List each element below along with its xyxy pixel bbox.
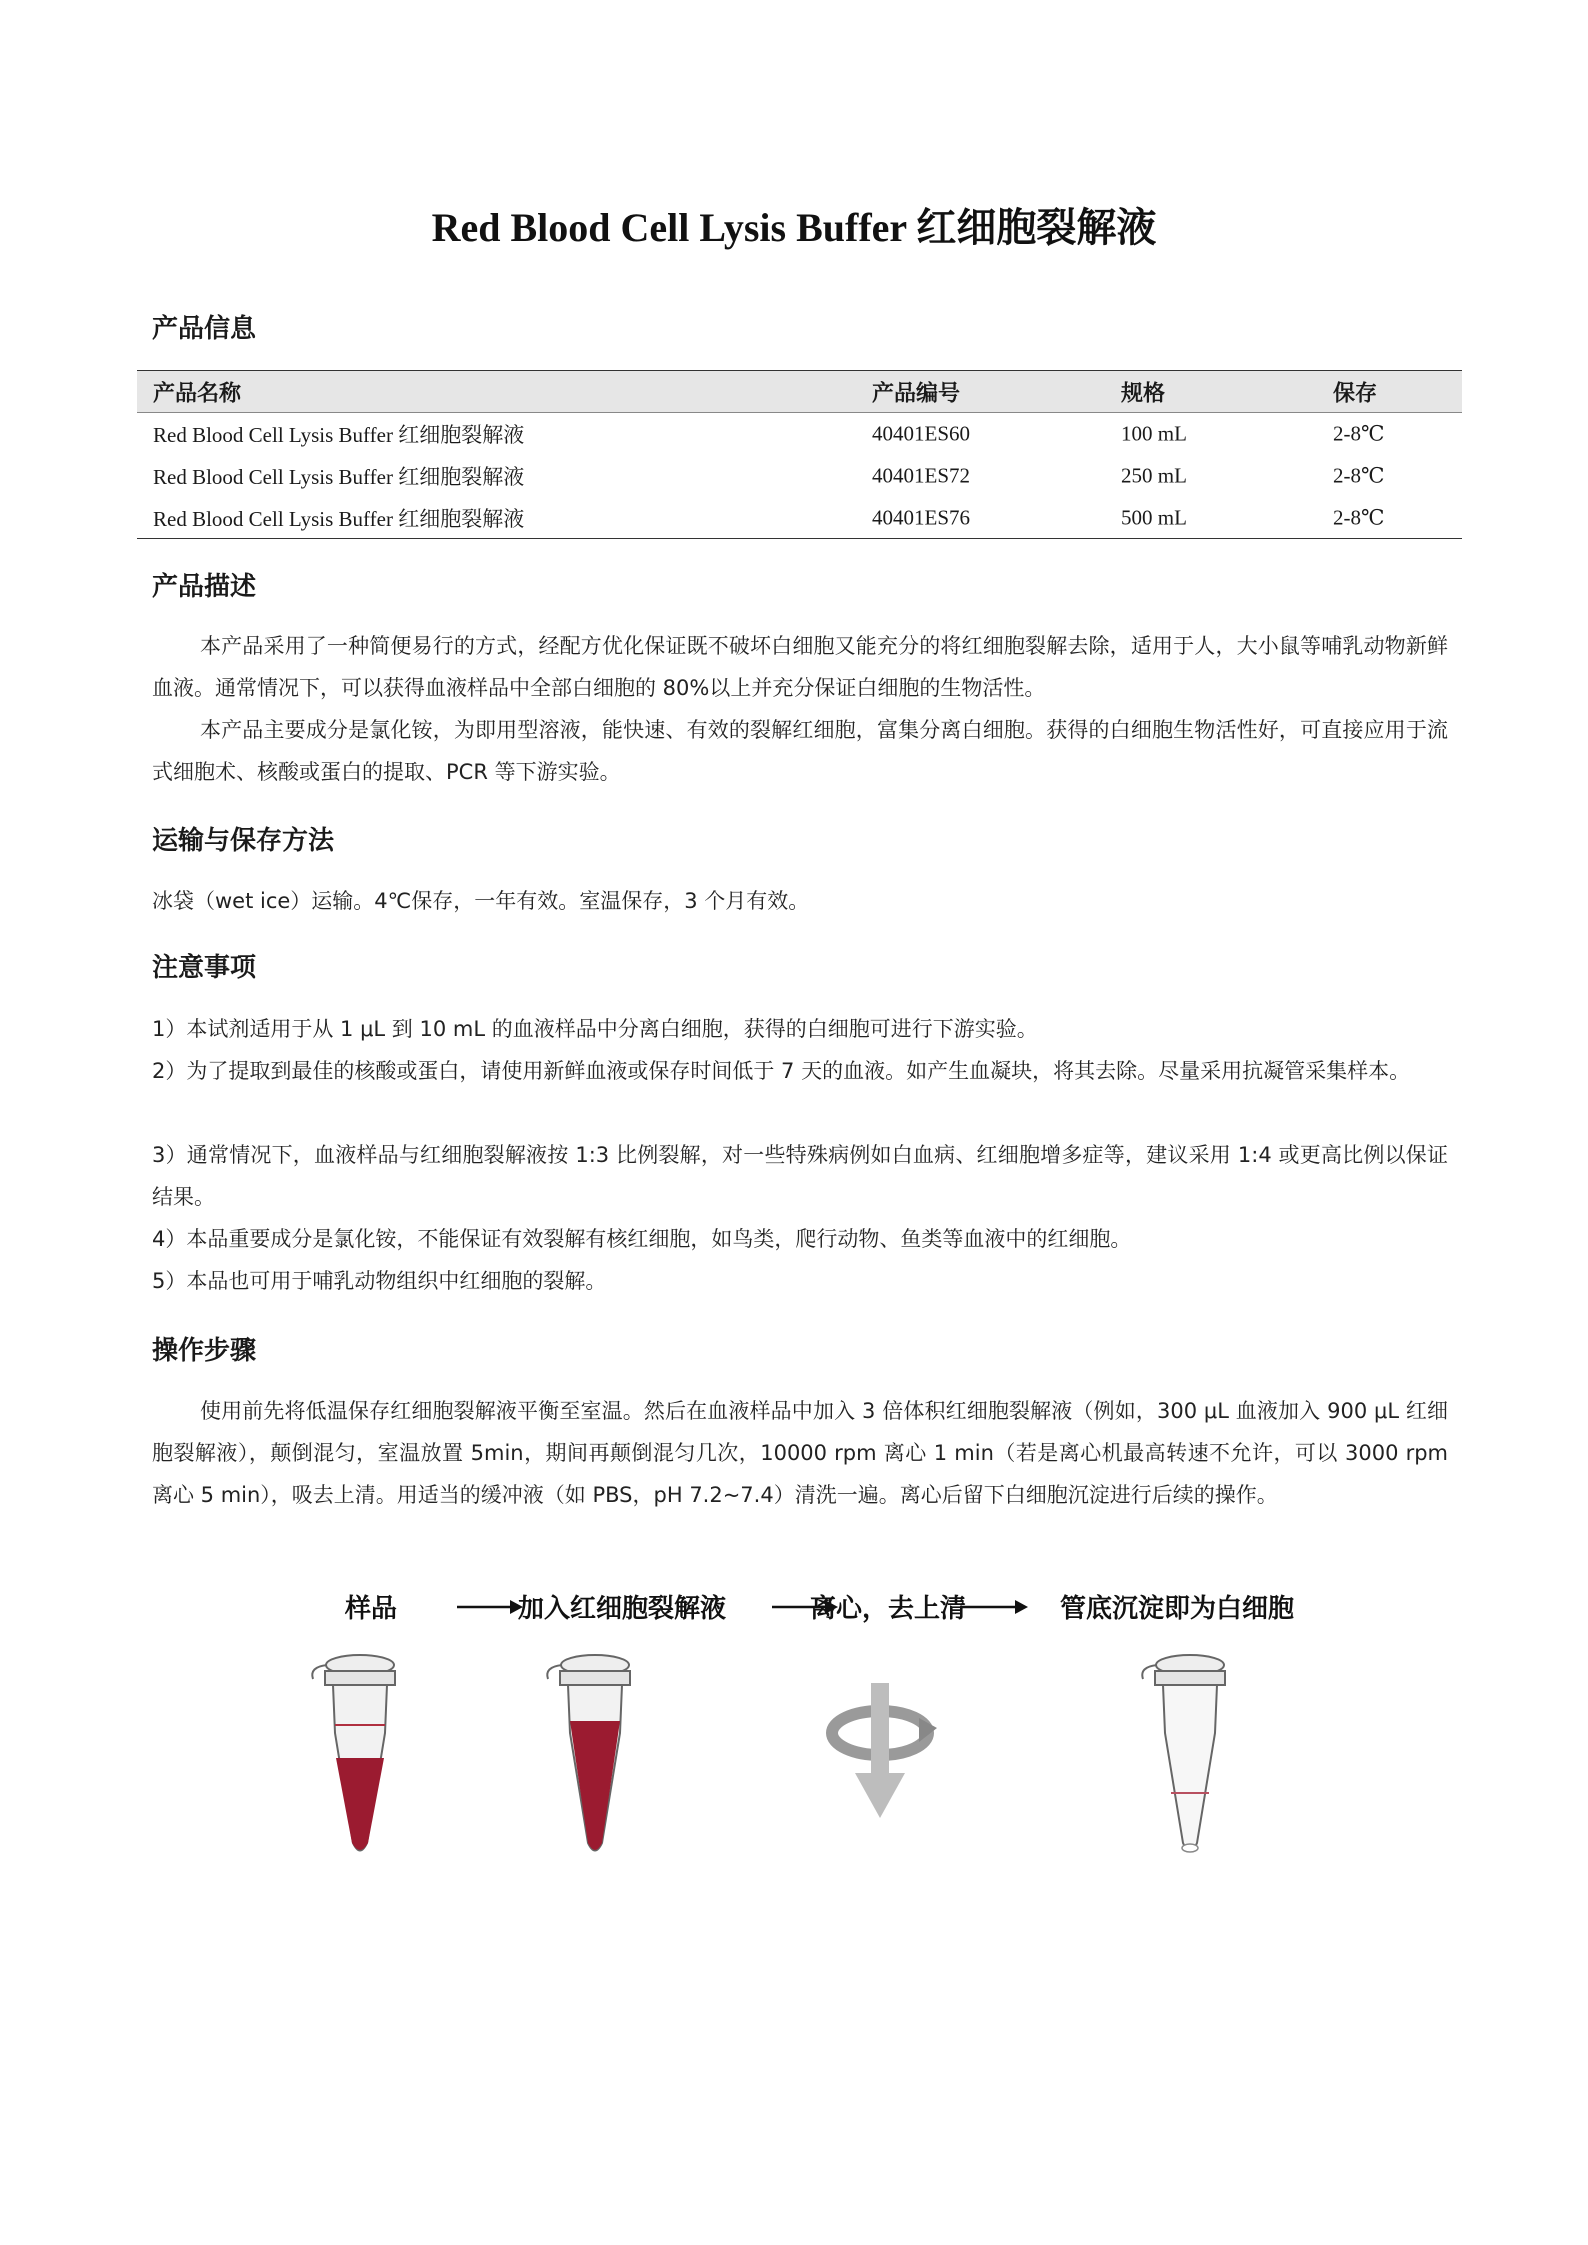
table-cell: 2-8℃ <box>1333 463 1385 488</box>
page-title: Red Blood Cell Lysis Buffer 红细胞裂解液 <box>431 205 1157 250</box>
procedure-paragraph: 使用前先将低温保存红细胞裂解液平衡至室温。然后在血液样品中加入 3 倍体积红细胞裂解液（例如，300 μL 血液加入 900 μL 红细胞裂解液），颠倒混匀，室温放置 5min，期间再颠倒混匀几次，10000 rpm 离心 1 min（若是离心机最高转速不允许，可以 3000 rpm 离心 5 min），吸去上清。用适当的缓冲液（如 PBS，pH 7.2~7.4）清洗一遍。离心后留下白细胞沉淀进行后续的操作。 <box>152 1399 1448 1507</box>
section-heading-procedure: 操作步骤 <box>152 1336 257 1366</box>
table-row <box>137 413 1462 455</box>
table-row <box>137 497 1462 539</box>
storage-text: 冰袋（wet ice）运输。4℃保存，一年有效。室温保存，3 个月有效。 <box>152 889 810 913</box>
table-header-cell: 规格 <box>1121 381 1166 406</box>
figure-step-label: 加入红细胞裂解液 <box>518 1594 727 1624</box>
pellet-tube-icon <box>1135 1643 1245 1868</box>
figure-step-label: 样品 <box>345 1594 398 1624</box>
section-heading-product-info: 产品信息 <box>152 314 257 344</box>
centrifuge-rotate-icon <box>815 1678 945 1828</box>
table-cell: 100 mL <box>1121 421 1187 446</box>
product-table <box>137 370 1462 539</box>
table-cell: 40401ES72 <box>872 463 971 488</box>
table-header-row <box>137 370 1462 413</box>
table-cell: 40401ES76 <box>872 505 971 529</box>
figure-step-label: 离心，去上清 <box>810 1594 967 1624</box>
table-cell: 250 mL <box>1121 463 1187 488</box>
table-cell: 40401ES60 <box>872 421 971 446</box>
description-paragraph-2: 本产品主要成分是氯化铵，为即用型溶液，能快速、有效的裂解红细胞，富集分离白细胞。获得的白细胞生物活性好，可直接应用于流式细胞术、核酸或蛋白的提取、PCR 等下游实验。 <box>152 718 1448 784</box>
note-item: 2）为了提取到最佳的核酸或蛋白，请使用新鲜血液或保存时间低于 7 天的血液。如产生血凝块，将其去除。尽量采用抗凝管采集样本。 <box>152 1059 1411 1083</box>
right-arrow-icon <box>960 1592 1030 1622</box>
lysis-tube-icon <box>540 1643 650 1868</box>
section-heading-description: 产品描述 <box>152 572 257 602</box>
table-header-cell: 产品编号 <box>872 381 961 406</box>
description-paragraph-1: 本产品采用了一种简便易行的方式，经配方优化保证既不破坏白细胞又能充分的将红细胞裂解去除，适用于人，大小鼠等哺乳动物新鲜血液。通常情况下，可以获得血液样品中全部白细胞的 80%以上并充分保证白细胞的生物活性。 <box>152 634 1448 700</box>
figure-step-label: 管底沉淀即为白细胞 <box>1060 1594 1295 1624</box>
procedure-figure <box>300 1588 1300 1868</box>
table-cell: 500 mL <box>1121 505 1187 529</box>
table-cell: Red Blood Cell Lysis Buffer 红细胞裂解液 <box>153 465 525 489</box>
note-item: 3）通常情况下，血液样品与红细胞裂解液按 1:3 比例裂解，对一些特殊病例如白血病、红细胞增多症等，建议采用 1:4 或更高比例以保证结果。 <box>152 1143 1448 1209</box>
table-cell: Red Blood Cell Lysis Buffer 红细胞裂解液 <box>153 423 525 447</box>
note-item: 5）本品也可用于哺乳动物组织中红细胞的裂解。 <box>152 1269 607 1293</box>
section-heading-storage: 运输与保存方法 <box>152 826 335 856</box>
sample-tube-icon <box>305 1643 415 1868</box>
right-arrow-icon <box>455 1592 525 1622</box>
table-cell: 2-8℃ <box>1333 505 1385 529</box>
table-cell: Red Blood Cell Lysis Buffer 红细胞裂解液 <box>153 506 525 531</box>
table-cell: 2-8℃ <box>1333 421 1385 446</box>
note-item: 4）本品重要成分是氯化铵，不能保证有效裂解有核红细胞，如鸟类，爬行动物、鱼类等血液中的红细胞。 <box>152 1227 1132 1251</box>
table-row <box>137 455 1462 497</box>
table-header-cell: 产品名称 <box>153 381 242 406</box>
table-header-cell: 保存 <box>1333 381 1378 406</box>
note-item: 1）本试剂适用于从 1 μL 到 10 mL 的血液样品中分离白细胞，获得的白细胞可进行下游实验。 <box>152 1017 1038 1041</box>
section-heading-notes: 注意事项 <box>152 953 257 983</box>
